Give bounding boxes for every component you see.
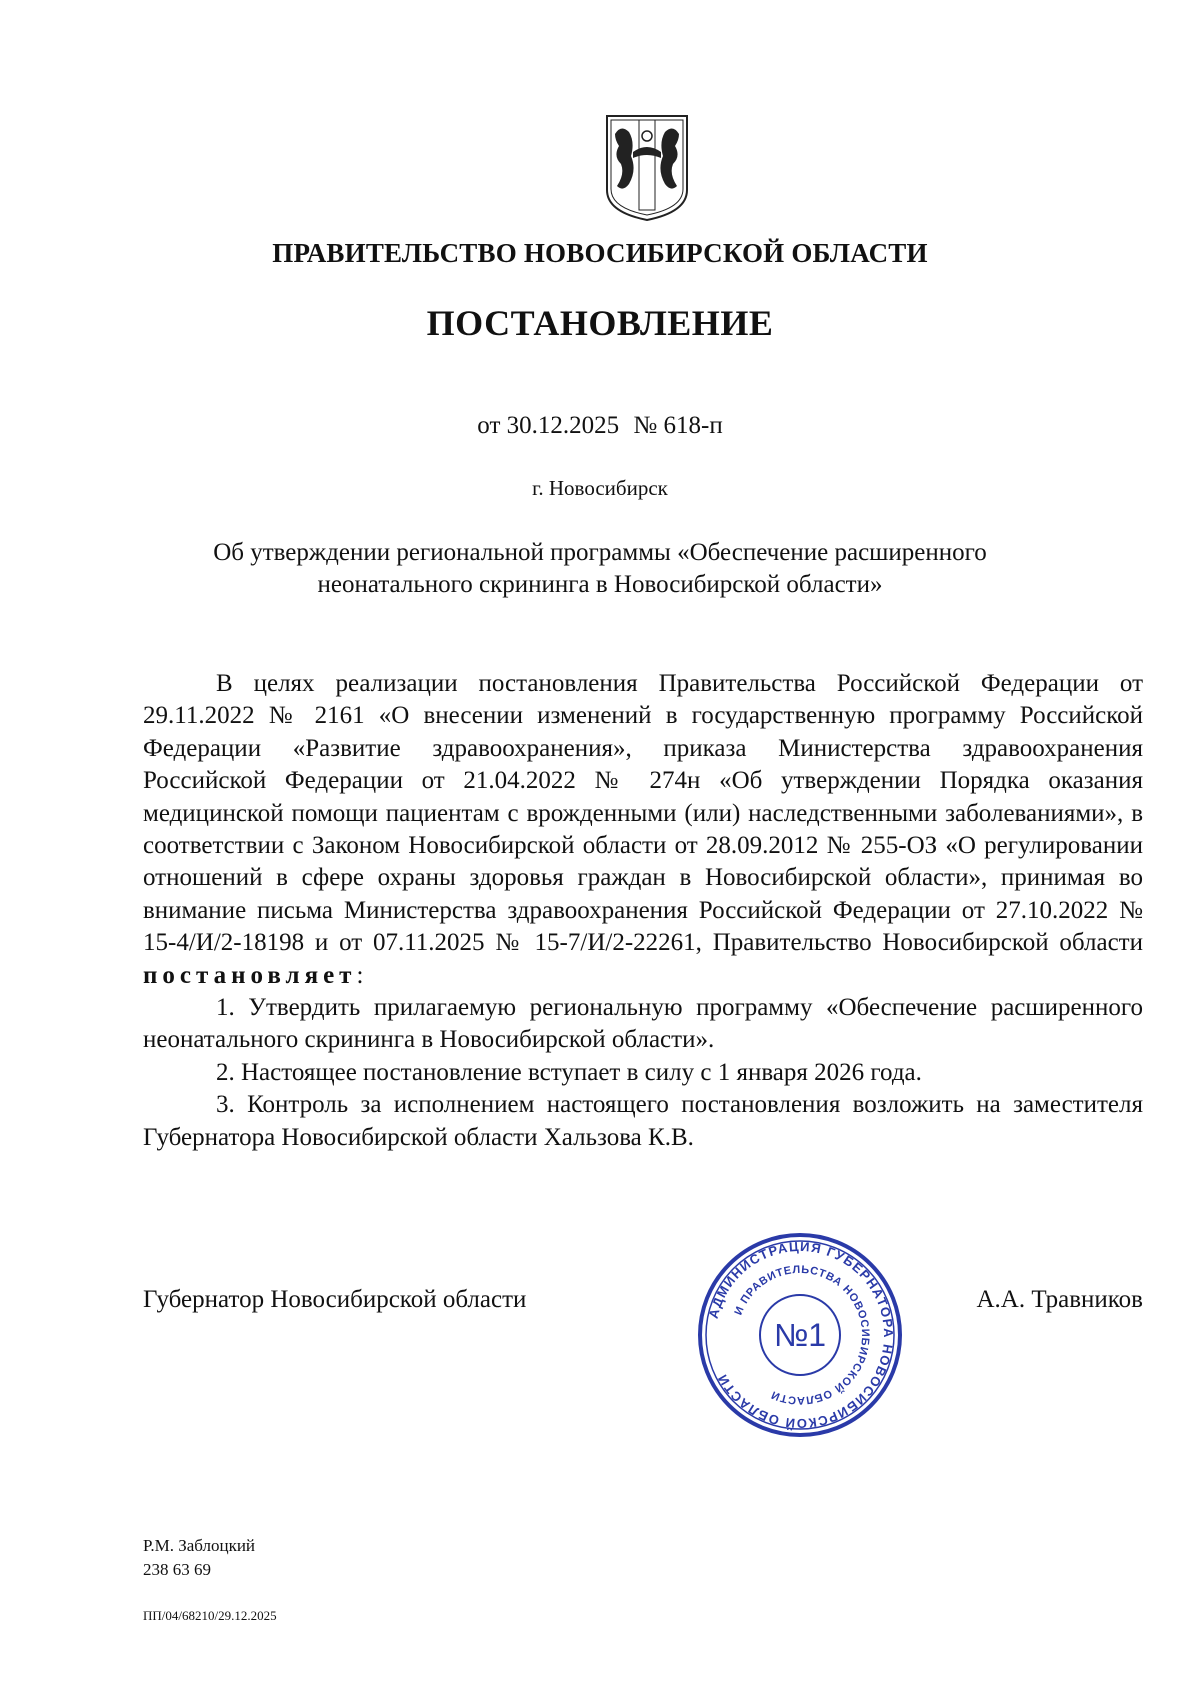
document-type-title: ПОСТАНОВЛЕНИЕ: [426, 303, 774, 343]
document-date: от 30.12.2025: [477, 412, 620, 439]
item-3: 3. Контроль за исполнением настоящего постановления возложить на заместителя Губернатора Новосибирской области Хальзова К.В.: [143, 1091, 1143, 1151]
seal-outer-text: АДМИНИСТРАЦИЯ ГУБЕРНАТОРА НОВОСИБИРСКОЙ ОБЛАСТИ: [705, 1238, 897, 1432]
seal-inner-text: И ПРАВИТЕЛЬСТВА НОВОСИБИРСКОЙ ОБЛАСТИ: [732, 1263, 872, 1407]
seal-number: №1: [773, 1317, 827, 1353]
resolves-word: постановляет: [143, 961, 357, 989]
date-number-line: [0, 412, 1200, 440]
organization-title: ПРАВИТЕЛЬСТВО НОВОСИБИРСКОЙ ОБЛАСТИ: [272, 238, 928, 268]
official-seal: [695, 1230, 905, 1440]
document-number: № 618-п: [633, 412, 723, 439]
signatory-position: Губернатор Новосибирской области: [143, 1286, 527, 1313]
document-code: ПП/04/68210/29.12.2025: [143, 1608, 277, 1623]
item-1: 1. Утвердить прилагаемую региональную программу «Обеспечение расширенного неонатального скрининга в Новосибирской области».: [143, 994, 1143, 1054]
item-2: 2. Настоящее постановление вступает в силу с 1 января 2026 года.: [216, 1058, 922, 1086]
executor-phone: 238 63 69: [143, 1560, 211, 1579]
coat-of-arms-icon: [603, 112, 691, 222]
executor-block: [143, 1534, 255, 1582]
city-line: г. Новосибирск: [532, 476, 668, 500]
preamble-text: В целях реализации постановления Правительства Российской Федерации от 29.11.2022 № 2161 «О внесении изменений в государственную программу Российской Федерации «Развитие здравоохранения», приказа Министерства здравоохранения Российской Федерации от 21.04.2022 № 274н «Об утверждении Порядка оказания медицинской помощи пациентам с врожденными (или) наследственными заболеваниями», в соответствии с Законом Новосибирской области от 28.09.2012 № 255-ОЗ «О регулировании отношений в сфере охраны здоровья граждан в Новосибирской области», принимая во внимание письма Министерства здравоохранения Российской Федерации от 27.10.2022 № 15-4/И/2-18198 и от 07.11.2025 № 15-7/И/2-22261, Правительство Новосибирской области: [143, 670, 1143, 957]
preamble-paragraph: [143, 668, 1143, 992]
signatory-name: А.А. Травников: [976, 1286, 1143, 1313]
executor-name: Р.М. Заблоцкий: [143, 1536, 256, 1555]
document-subject: Об утверждении региональной программы «Обеспечение расширенного неонатального скрининга в Новосибирской области»: [213, 539, 987, 598]
document-body: [143, 668, 1143, 1154]
resolves-colon: :: [356, 961, 364, 989]
